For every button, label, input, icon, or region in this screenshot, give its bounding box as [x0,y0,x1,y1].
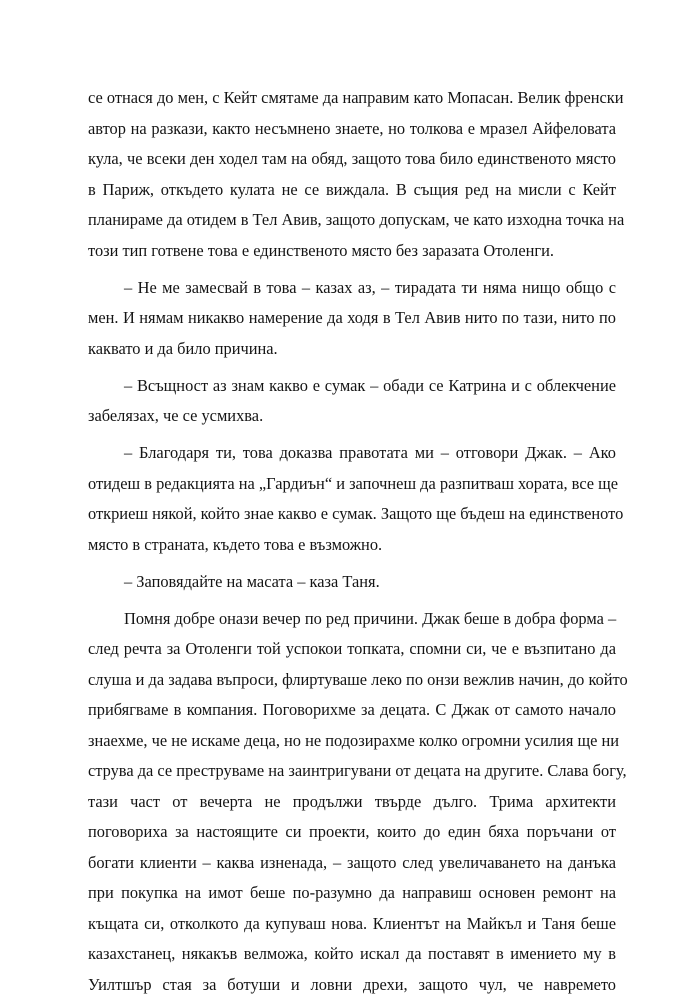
text-line: мен. И нямам никакво намерение да ходя в Тел Авив нито по тази, нито по [88,308,616,327]
text-line: кула, че всеки ден ходел там на обяд, защото това било единственото място [88,149,616,168]
text-line: забелязах, че се усмихва. [88,406,264,425]
text-line: Помня добре онази вечер по ред причини. Джак беше в добра форма – [124,608,617,628]
text-line: Уилтшър стая за ботуши и ловни дрехи, защото чул, че навремето [88,974,616,994]
text-line: слуша и да задава въпроси, флиртуваше леко по онзи вежлив начин, до който [88,669,628,689]
paragraph [88,371,616,432]
text-line: знаехме, че не искаме деца, но не подозирахме колко огромни усилия ще ни [88,730,619,750]
text-line: богати клиенти – каква изненада, – защото след увеличаването на данъка [88,852,616,872]
text-line: – Заповядайте на масата – каза Таня. [124,571,380,591]
text-line: откриеш някой, който знае какво е сумак. Защото ще бъдеш на единственото [88,504,624,523]
text-line: прибягваме в компания. Поговорихме за децата. С Джак от самото начало [88,700,616,719]
text-line: място в страната, където това е възможно. [88,534,383,554]
paragraph [88,567,616,598]
paragraph [88,273,616,365]
text-line: казахстанец, някакъв велможа, който искал да поставят в имението му в [88,944,616,963]
text-line: струва да се преструваме на заинтригувани от децата на другите. Слава богу, [88,761,627,780]
text-line: – Не ме замесвай в това – казах аз, – тирадата ти няма нищо общо с [124,277,616,297]
text-line: след речта за Отоленги той успокои топката, спомни си, че е възпитано да [88,639,616,658]
text-line: отидеш в редакцията на „Гардиън“ и започнеш да разпитваш хората, все ще [88,473,619,493]
paragraph [88,604,628,1001]
paragraph [88,83,625,266]
text-line: в Париж, откъдето кулата не се виждала. В същия ред на мисли с Кейт [88,179,616,199]
text-line: каквато и да било причина. [88,338,278,358]
text-line: – Всъщност аз знам какво е сумак – обади се Катрина и с облекчение [124,375,616,395]
text-line: планираме да отидем в Тел Авив, защото допускам, че като изходна точка на [88,210,625,229]
text-line: – Благодаря ти, това доказва правотата ми – отговори Джак. – Ако [124,443,616,462]
text-line: този тип готвене това е единственото място без заразата Отоленги. [88,240,554,260]
text-line: къщата си, отколкото да купуваш нова. Клиентът на Майкъл и Таня беше [88,913,616,933]
text-line: се отнася до мен, с Кейт смятаме да направим като Мопасан. Велик френски [88,88,624,107]
paragraph [88,438,624,560]
text-line: при покупка на имот беше по-разумно да направиш основен ремонт на [88,883,616,902]
body-text [88,83,628,1007]
text-line: поговориха за настоящите си проекти, които до един бяха поръчани от [88,822,616,841]
text-line: автор на разкази, както несъмнено знаете, но толкова е мразел Айфеловата [88,118,616,138]
text-line: тази част от вечерта не продължи твърде дълго. Трима архитекти [88,791,616,811]
